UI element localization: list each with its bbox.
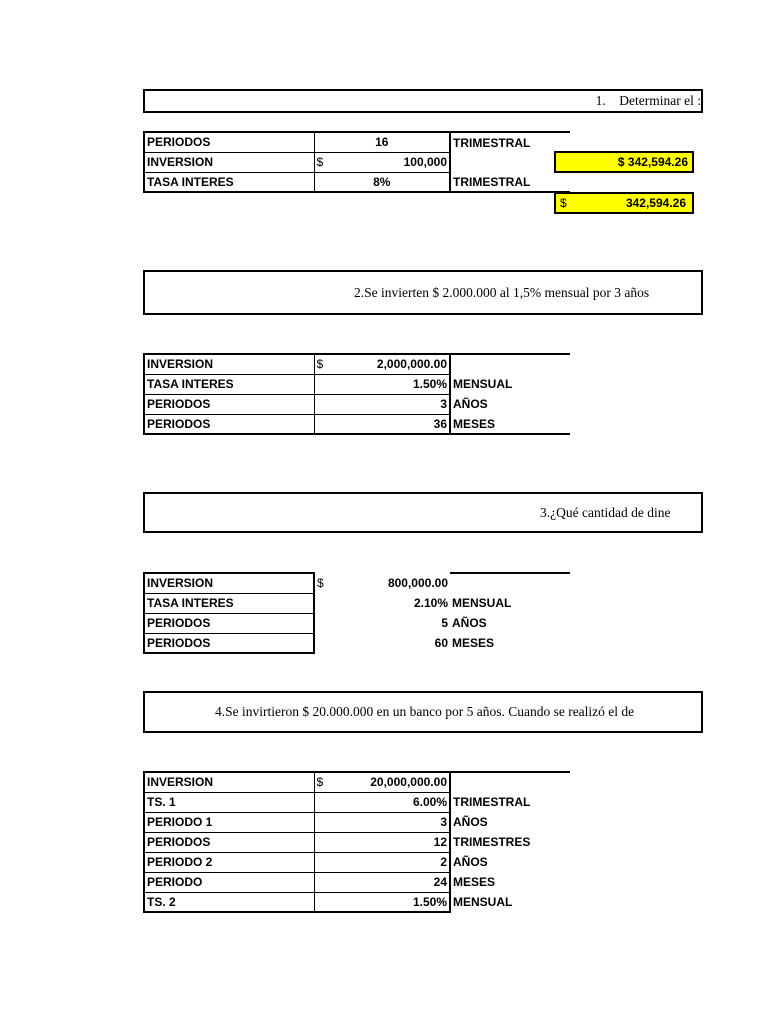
table-row (144, 892, 570, 912)
q1-title: 1. Determinar el : (595, 93, 701, 108)
table-row (144, 832, 570, 852)
q1-value-tasa[interactable]: 8% (314, 172, 450, 192)
q1-result-cell-1[interactable] (554, 151, 694, 173)
currency-symbol: $ (316, 775, 324, 790)
table-row (144, 152, 570, 172)
table-row (144, 593, 570, 613)
q3-label-periodos-meses[interactable]: PERIODOS (144, 633, 314, 653)
table-row (144, 792, 570, 812)
amount: 2,000,000.00 (376, 357, 447, 372)
q4-value-ts2[interactable]: 1.50% (314, 892, 450, 912)
table-row (144, 812, 570, 832)
q4-label-periodo[interactable]: PERIODO (144, 872, 314, 892)
q3-value-inversion[interactable] (314, 573, 450, 593)
q4-label-periodo2[interactable]: PERIODO 2 (144, 852, 314, 872)
q2-value-tasa[interactable]: 1.50% (314, 374, 450, 394)
q3-label-periodos-anios[interactable]: PERIODOS (144, 613, 314, 633)
q4-unit-inversion[interactable] (450, 772, 570, 792)
q2-value-periodos-anios[interactable]: 3 (314, 394, 450, 414)
q1-title-box (143, 89, 703, 113)
q2-unit-inversion[interactable] (450, 354, 570, 374)
q4-unit-ts2[interactable]: MENSUAL (453, 895, 513, 909)
table-row (144, 872, 570, 892)
q3-value-tasa[interactable]: 2.10% (413, 596, 448, 610)
q4-value-periodo1[interactable]: 3 (314, 812, 450, 832)
q4-label-inversion[interactable]: INVERSION (144, 772, 314, 792)
q4-unit-periodo2[interactable]: AÑOS (453, 855, 488, 869)
q1-result-1: $ 342,594.26 (617, 155, 688, 169)
q3-label-inversion[interactable]: INVERSION (144, 573, 314, 593)
q4-label-periodos[interactable]: PERIODOS (144, 832, 314, 852)
table-row (144, 354, 570, 374)
currency-symbol: $ (316, 155, 324, 169)
q4-value-inversion[interactable] (314, 772, 450, 792)
q4-value-ts1[interactable]: 6.00% (314, 792, 450, 812)
table-row (144, 613, 570, 633)
q1-unit-tasa[interactable]: TRIMESTRAL (450, 172, 570, 192)
q2-value-periodos-meses[interactable]: 36 (314, 414, 450, 434)
q1-label-periodos[interactable]: PERIODOS (144, 132, 314, 152)
q1-result-2: 342,594.26 (625, 196, 686, 210)
table-row (144, 852, 570, 872)
q2-table (143, 353, 570, 435)
q3-table (143, 572, 570, 654)
q3-label-tasa[interactable]: TASA INTERES (144, 593, 314, 613)
q2-label-periodos-meses[interactable]: PERIODOS (144, 414, 314, 434)
amount: 800,000.00 (387, 576, 448, 590)
table-row (144, 414, 570, 434)
q4-unit-periodo1[interactable]: AÑOS (453, 815, 488, 829)
amount: 20,000,000.00 (370, 775, 447, 790)
q1-value-periodos[interactable]: 16 (314, 132, 450, 152)
q1-label-tasa[interactable]: TASA INTERES (144, 172, 314, 192)
amount: 100,000 (403, 155, 447, 169)
q2-title: 2.Se invierten $ 2.000.000 al 1,5% mensual por 3 años (354, 284, 650, 300)
q4-label-ts2[interactable]: TS. 2 (144, 892, 314, 912)
currency-symbol: $ (316, 357, 324, 372)
table-row (144, 374, 570, 394)
q4-label-periodo1[interactable]: PERIODO 1 (144, 812, 314, 832)
currency-symbol: $ (560, 196, 567, 210)
q2-label-inversion[interactable]: INVERSION (144, 354, 314, 374)
q1-unit-inversion[interactable] (450, 152, 570, 172)
q4-unit-periodo[interactable]: MESES (453, 875, 496, 889)
q4-unit-ts1[interactable]: TRIMESTRAL (453, 795, 531, 809)
q1-label-inversion[interactable]: INVERSION (144, 152, 314, 172)
q4-title-box (143, 691, 703, 733)
q4-label-ts1[interactable]: TS. 1 (144, 792, 314, 812)
q4-table (143, 771, 570, 913)
q3-title-box (143, 492, 703, 533)
q4-unit-periodos[interactable]: TRIMESTRES (453, 835, 531, 849)
q2-unit-periodos-anios[interactable]: AÑOS (453, 397, 488, 411)
q2-label-tasa[interactable]: TASA INTERES (144, 374, 314, 394)
table-row (144, 772, 570, 792)
table-row (144, 132, 570, 152)
q1-value-inversion[interactable] (314, 152, 450, 172)
q3-unit-tasa[interactable]: MENSUAL (452, 596, 512, 610)
q4-value-periodo[interactable]: 24 (314, 872, 450, 892)
q1-unit-periodos[interactable]: TRIMESTRAL (450, 132, 570, 152)
q2-title-box (143, 270, 703, 315)
q3-title: 3.¿Qué cantidad de dine (540, 504, 671, 520)
table-row (144, 394, 570, 414)
q2-unit-tasa[interactable]: MENSUAL (453, 377, 513, 391)
q2-unit-periodos-meses[interactable]: MESES (450, 414, 570, 434)
table-row (144, 573, 570, 593)
table-row (144, 172, 570, 192)
q2-value-inversion[interactable] (314, 354, 450, 374)
q3-value-periodos-anios[interactable]: 5 (441, 616, 448, 630)
q3-unit-periodos-meses[interactable]: MESES (452, 636, 495, 650)
q3-unit-inversion[interactable] (450, 573, 570, 593)
q1-result-cell-2[interactable] (554, 192, 694, 214)
q4-title: 4.Se invirtieron $ 20.000.000 en un banco por 5 años. Cuando se realizó el de (215, 704, 635, 719)
q3-value-periodos-meses[interactable]: 60 (434, 636, 448, 650)
q4-value-periodos[interactable]: 12 (314, 832, 450, 852)
q3-unit-periodos-anios[interactable]: AÑOS (452, 616, 487, 630)
table-row (144, 633, 570, 653)
q2-label-periodos-anios[interactable]: PERIODOS (144, 394, 314, 414)
currency-symbol: $ (317, 576, 324, 590)
q1-table (143, 131, 570, 193)
q4-value-periodo2[interactable]: 2 (314, 852, 450, 872)
